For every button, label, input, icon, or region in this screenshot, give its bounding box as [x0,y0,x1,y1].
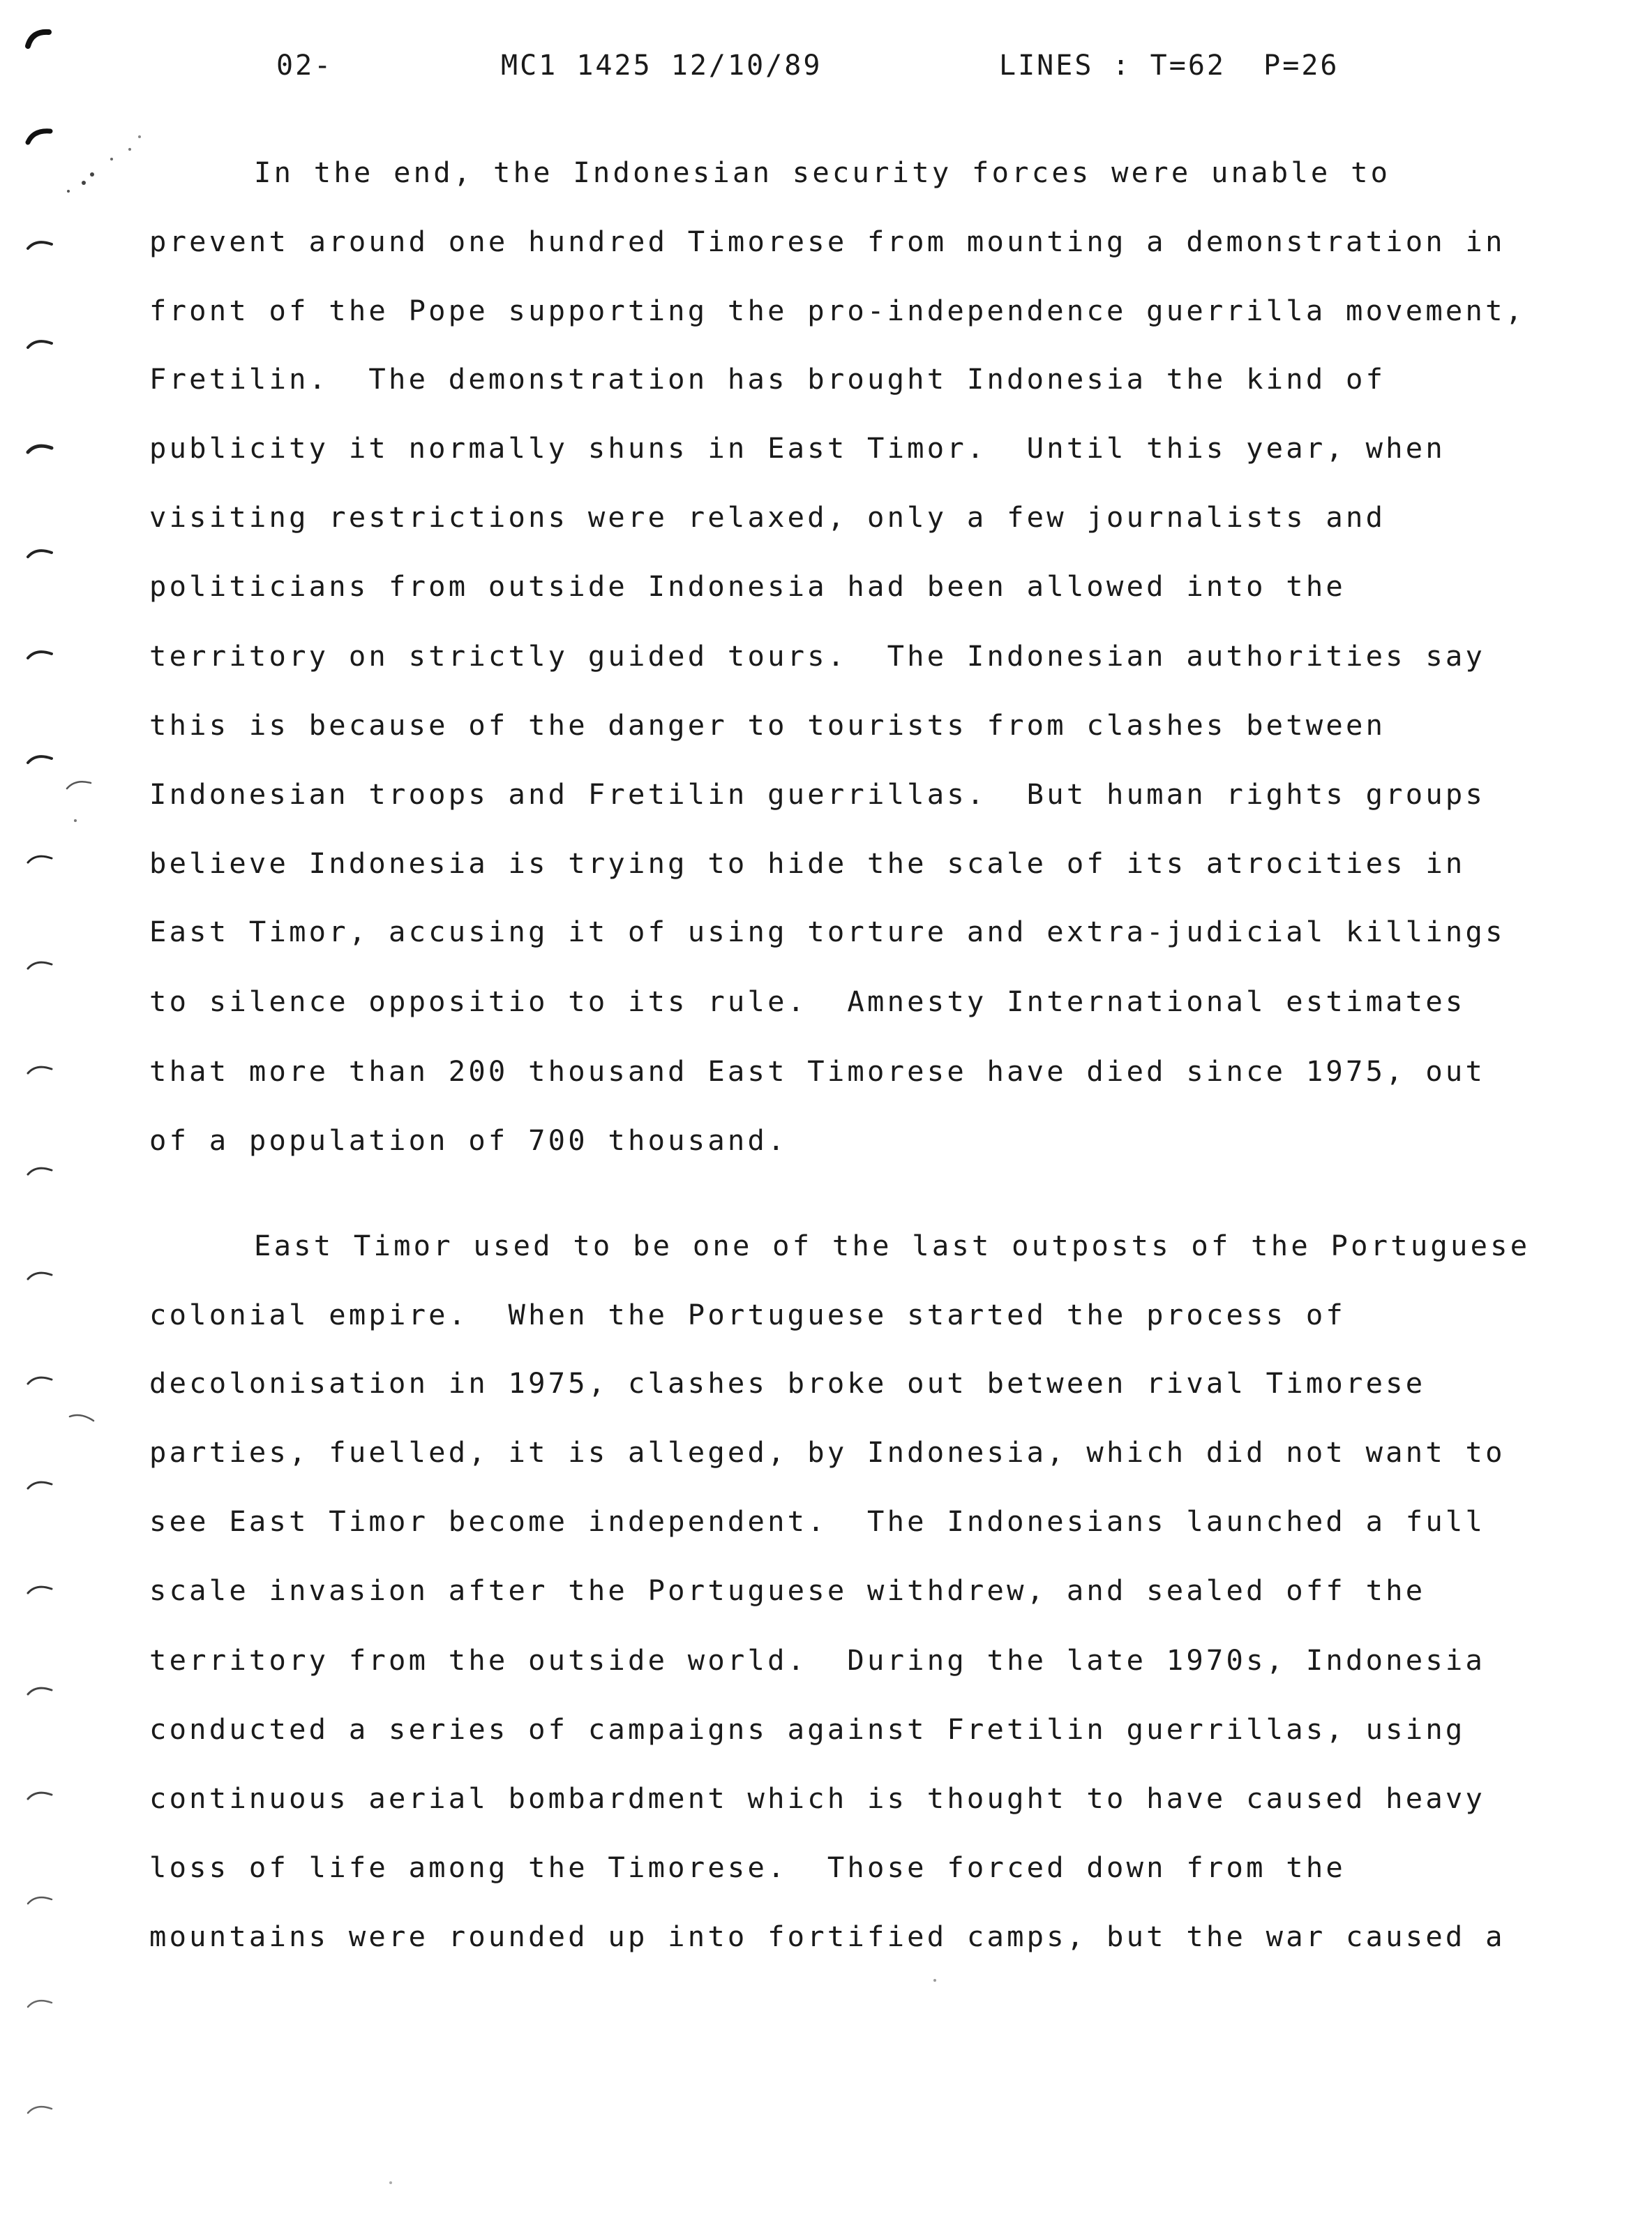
text-line: prevent around one hundred Timorese from mounting a demonstration in [149,225,1505,258]
text-line: Fretilin. The demonstration has brought Indonesia the kind of [149,362,1386,396]
text-line: loss of life among the Timorese. Those forced down from the [149,1851,1346,1884]
text-line: see East Timor become independent. The Indonesians launched a full [149,1504,1486,1538]
text-line: East Timor used to be one of the last outposts of the Portuguese [254,1229,1531,1262]
text-line: parties, fuelled, it is alleged, by Indonesia, which did not want to [149,1435,1505,1469]
text-line: publicity it normally shuns in East Timor. Until this year, when [149,431,1446,465]
text-line: territory on strictly guided tours. The Indonesian authorities say [149,639,1486,673]
text-line: to silence oppositio to its rule. Amnesty International estimates [149,985,1466,1018]
text-line: territory from the outside world. During the late 1970s, Indonesia [149,1643,1486,1677]
text-line: East Timor, accusing it of using torture and extra-judicial killings [149,915,1505,948]
header-line-count: LINES : T=62 P=26 [999,50,1339,82]
text-line: Indonesian troops and Fretilin guerrillas. But human rights groups [149,777,1486,811]
text-line: front of the Pope supporting the pro-independence guerrilla movement, [149,294,1526,327]
text-line: scale invasion after the Portuguese withdrew, and sealed off the [149,1574,1426,1607]
text-line: believe Indonesia is trying to hide the scale of its atrocities in [149,846,1466,880]
text-line: of a population of 700 thousand. [149,1123,788,1157]
text-line: mountains were rounded up into fortified camps, but the war caused a [149,1920,1505,1953]
text-line: In the end, the Indonesian security forces were unable to [254,156,1391,189]
text-line: visiting restrictions were relaxed, only a few journalists and [149,500,1386,534]
header-page-number: 02- [276,50,333,82]
text-line: decolonisation in 1975, clashes broke out between rival Timorese [149,1366,1426,1400]
header-reference: MC1 1425 12/10/89 [501,50,823,82]
text-line: that more than 200 thousand East Timorese have died since 1975, out [149,1054,1486,1088]
text-line: conducted a series of campaigns against Fretilin guerrillas, using [149,1712,1466,1746]
text-line: colonial empire. When the Portuguese started the process of [149,1298,1346,1331]
text-line: this is because of the danger to tourists from clashes between [149,708,1386,742]
text-line: continuous aerial bombardment which is thought to have caused heavy [149,1781,1486,1815]
text-line: politicians from outside Indonesia had been allowed into the [149,569,1346,603]
